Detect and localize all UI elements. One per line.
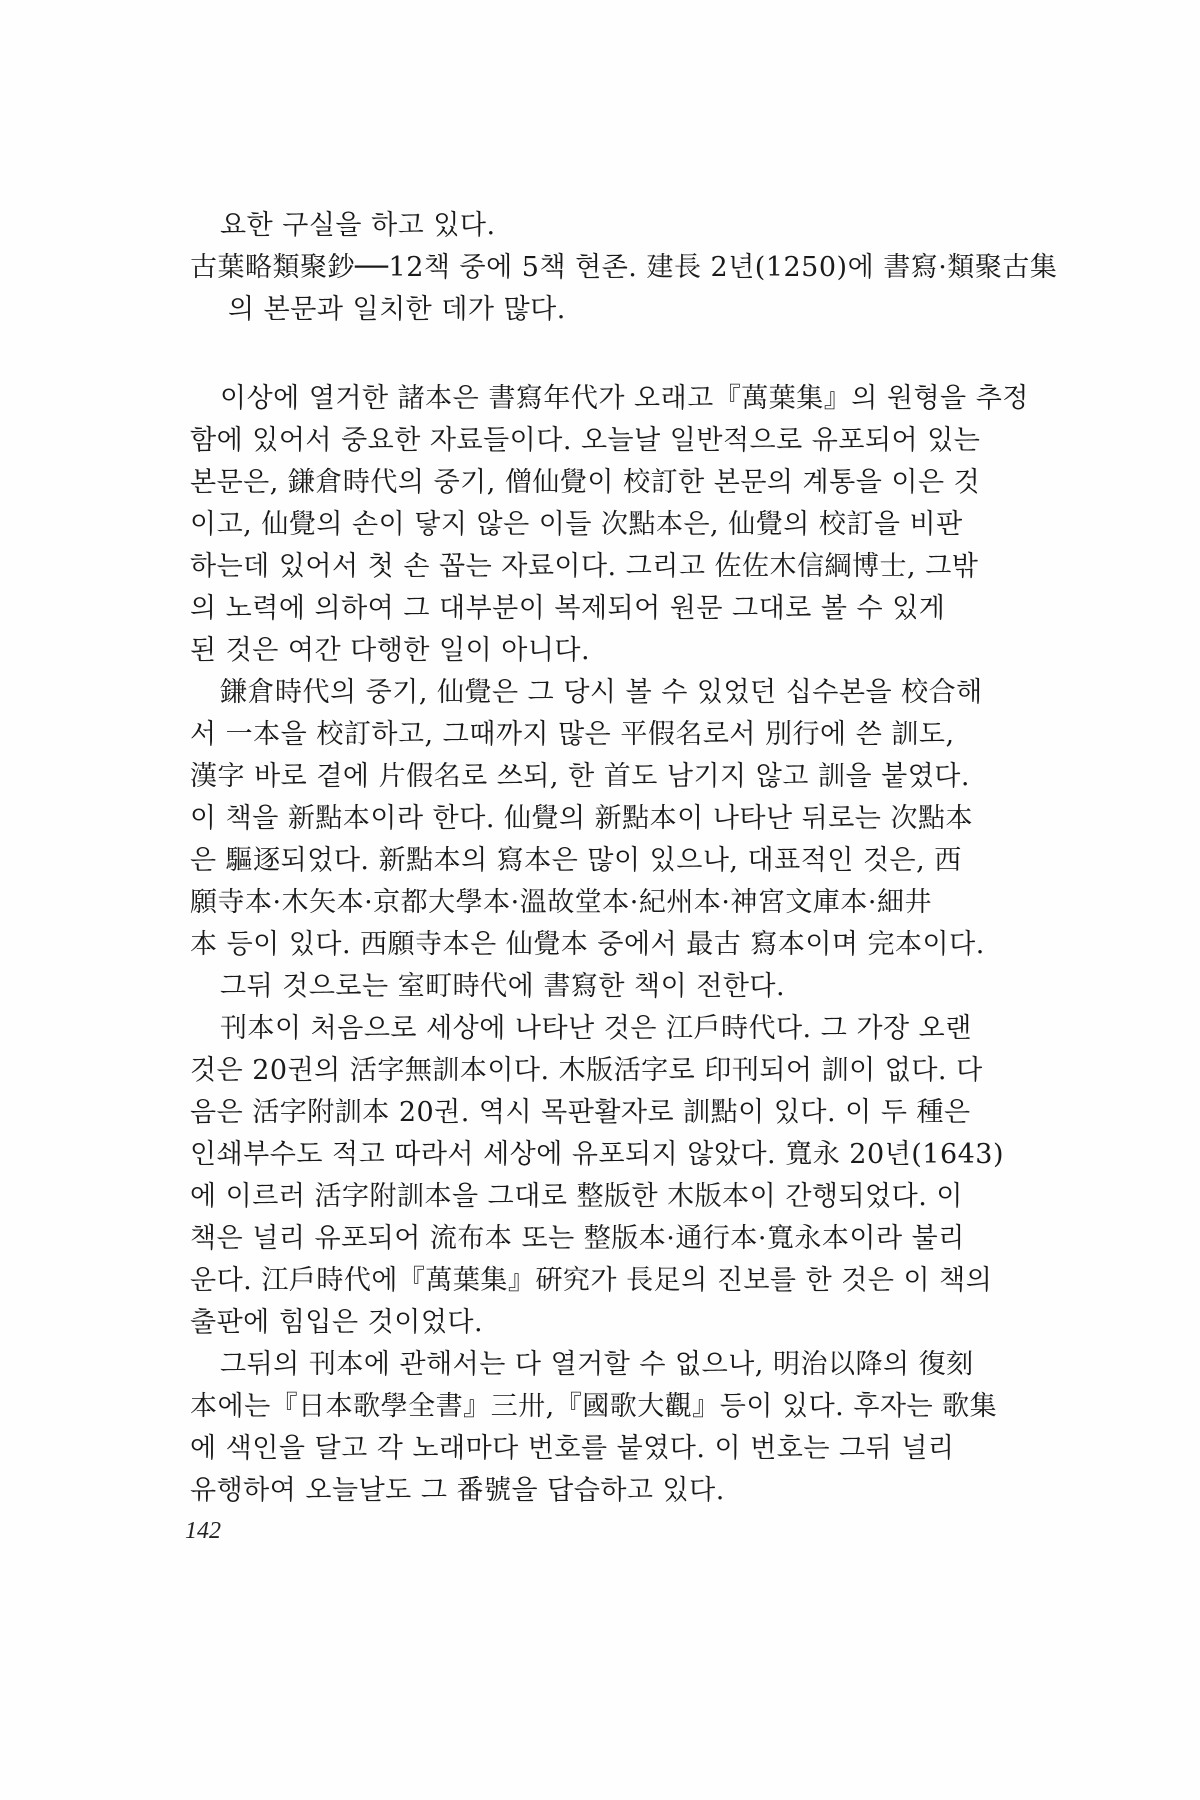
text-line: 유행하여 오늘날도 그 番號을 답습하고 있다. bbox=[190, 1475, 725, 1506]
text-line: 인쇄부수도 적고 따라서 세상에 유포되지 않았다. 寬永 20년(1643) bbox=[190, 1139, 1005, 1170]
paragraph bbox=[190, 672, 1010, 966]
page-number: 142 bbox=[185, 1518, 221, 1544]
text-line: 鎌倉時代의 중기, 仙覺은 그 당시 볼 수 있었던 십수본을 校合해 bbox=[220, 677, 983, 708]
text-line: 하는데 있어서 첫 손 꼽는 자료이다. 그리고 佐佐木信綱博士, 그밖 bbox=[190, 551, 979, 582]
note-block bbox=[190, 205, 1058, 331]
text-line: 함에 있어서 중요한 자료들이다. 오늘날 일반적으로 유포되어 있는 bbox=[190, 425, 981, 456]
text-line: 운다. 江戶時代에『萬葉集』硏究가 長足의 진보를 한 것은 이 책의 bbox=[190, 1265, 993, 1296]
text-line: 책은 널리 유포되어 流布本 또는 整版本·通行本·寬永本이라 불리 bbox=[190, 1223, 965, 1254]
text-line: 本 등이 있다. 西願寺本은 仙覺本 중에서 最古 寫本이며 完本이다. bbox=[190, 929, 985, 960]
text-line: 漢字 바로 곁에 片假名로 쓰되, 한 首도 남기지 않고 訓을 붙였다. bbox=[190, 761, 970, 792]
main-text bbox=[190, 378, 1029, 1512]
note-line: 요한 구실을 하고 있다. bbox=[220, 210, 496, 241]
text-line: 것은 20권의 活字無訓本이다. 木版活字로 印刊되어 訓이 없다. 다 bbox=[190, 1055, 983, 1086]
text-line: 본문은, 鎌倉時代의 중기, 僧仙覺이 校訂한 본문의 계통을 이은 것 bbox=[190, 467, 981, 498]
text-line: 에 이르러 活字附訓本을 그대로 整版한 木版本이 간행되었다. 이 bbox=[190, 1181, 963, 1212]
text-line: 은 驅逐되었다. 新點本의 寫本은 많이 있으나, 대표적인 것은, 西 bbox=[190, 845, 962, 876]
paragraph bbox=[190, 1008, 1010, 1344]
note-line: 古葉略類聚鈔──12책 중에 5책 현존. 建長 2년(1250)에 書寫·類聚古集 bbox=[190, 252, 1058, 283]
text-line: 이 책을 新點本이라 한다. 仙覺의 新點本이 나타난 뒤로는 次點本 bbox=[190, 803, 973, 834]
text-line: 음은 活字附訓本 20권. 역시 목판활자로 訓點이 있다. 이 두 種은 bbox=[190, 1097, 971, 1128]
text-line: 이상에 열거한 諸本은 書寫年代가 오래고『萬葉集』의 원형을 추정 bbox=[220, 383, 1029, 414]
text-line: 서 一本을 校訂하고, 그때까지 많은 平假名로서 別行에 쓴 訓도, bbox=[190, 719, 955, 750]
note-line: 의 본문과 일치한 데가 많다. bbox=[228, 294, 566, 325]
text-line: 된 것은 여간 다행한 일이 아니다. bbox=[190, 635, 591, 666]
text-line: 이고, 仙覺의 손이 닿지 않은 이들 次點本은, 仙覺의 校訂을 비판 bbox=[190, 509, 963, 540]
paragraph bbox=[190, 1344, 1010, 1512]
text-line: 의 노력에 의하여 그 대부분이 복제되어 원문 그대로 볼 수 있게 bbox=[190, 593, 946, 624]
text-line: 願寺本·木矢本·京都大學本·溫故堂本·紀州本·神宮文庫本·細井 bbox=[190, 887, 932, 918]
paragraph bbox=[190, 966, 1010, 1008]
text-line: 에 색인을 달고 각 노래마다 번호를 붙였다. 이 번호는 그뒤 널리 bbox=[190, 1433, 955, 1464]
text-line: 本에는『日本歌學全書』三卅,『國歌大觀』등이 있다. 후자는 歌集 bbox=[190, 1391, 998, 1422]
text-line: 刊本이 처음으로 세상에 나타난 것은 江戶時代다. 그 가장 오랜 bbox=[220, 1013, 972, 1044]
paragraph bbox=[190, 378, 1029, 672]
text-line: 그뒤 것으로는 室町時代에 書寫한 책이 전한다. bbox=[220, 971, 786, 1002]
text-line: 출판에 힘입은 것이었다. bbox=[190, 1307, 484, 1338]
text-line: 그뒤의 刊本에 관해서는 다 열거할 수 없으나, 明治以降의 復刻 bbox=[220, 1349, 974, 1380]
